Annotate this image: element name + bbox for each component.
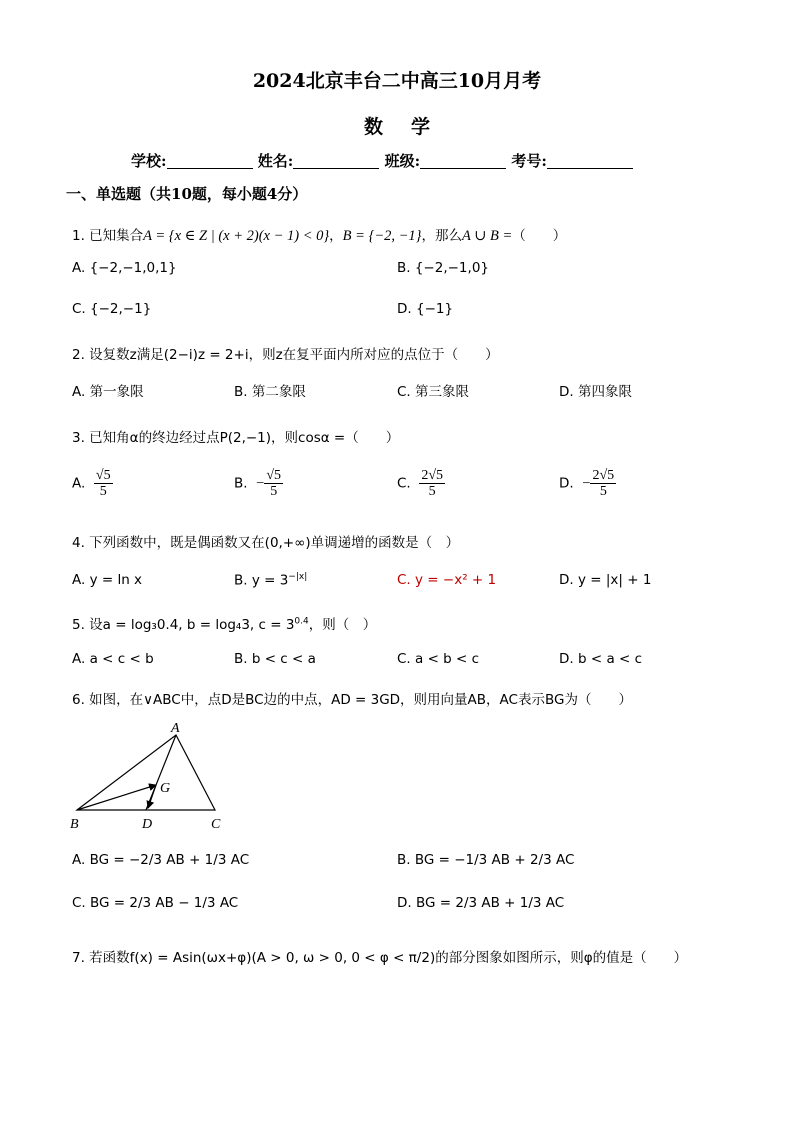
label-d: D — [142, 817, 153, 832]
q5-option-a[interactable]: A. a < c < b — [72, 651, 154, 667]
q2-option-a[interactable]: A. 第一象限 — [72, 384, 144, 400]
q1-set-b: B = {−2, −1} — [342, 228, 422, 244]
q1-stem-a: 1. 已知集合 — [72, 228, 144, 244]
q4-b-exponent: −|x| — [288, 572, 308, 582]
exam-no-field[interactable] — [547, 152, 633, 169]
subject-title: 数学 — [363, 116, 458, 138]
school-label: 学校: — [131, 152, 167, 170]
q3-d-fraction: $\frac{2√5}{5}$ — [592, 468, 615, 499]
question-1: 1. 已知集合A = {x ∈ Z | (x + 2)(x − 1) < 0}，B = {−2, −1}，那么A ∪ B =（ ） — [72, 228, 567, 244]
q5-option-b[interactable]: B. b < c < a — [234, 651, 316, 667]
triangle-abc — [77, 735, 215, 810]
q4-option-a[interactable]: A. y = ln x — [72, 572, 143, 588]
q1-option-b[interactable]: B. {−2,−1,0} — [397, 260, 489, 276]
vector-gd — [148, 785, 156, 808]
q6-option-b[interactable]: B. BG = −1/3 AB + 2/3 AC — [397, 852, 575, 868]
exam-no-label: 考号: — [511, 152, 547, 170]
label-g: G — [160, 781, 171, 796]
q1-union: A ∪ B = — [461, 228, 513, 244]
school-field[interactable] — [167, 152, 253, 169]
q4-option-c[interactable]: C. y = −x² + 1 — [397, 572, 497, 588]
q4-option-b[interactable]: B. $y = 3^{-|x|}$ — [234, 572, 308, 589]
triangle-figure — [66, 718, 236, 836]
q3-a-fraction: $\frac{√5}{5}$ — [95, 468, 111, 499]
question-6: 6. 如图，在∨ABC中，点D是BC边的中点，AD = 3GD，则用向量AB，AC表示BG为（ ） — [72, 692, 632, 708]
question-3: 3. 已知角α的终边经过点P(2,−1)，则cosα =（ ） — [72, 430, 400, 446]
exam-title: 2024北京丰台二中高三10月月考 — [252, 70, 542, 92]
q1-stem-b: ，那么 — [421, 228, 462, 244]
name-label: 姓名: — [257, 152, 294, 170]
q1-option-c[interactable]: C. {−2,−1} — [72, 301, 152, 317]
q6-option-c[interactable]: C. BG = 2/3 AB − 1/3 AC — [72, 895, 239, 911]
class-label: 班级: — [384, 152, 421, 170]
q3-b-fraction: $\frac{√5}{5}$ — [266, 468, 282, 499]
q3-option-c[interactable]: C. $\frac{2√5}{5}$ — [397, 468, 443, 499]
q5-exponent: 0.4 — [294, 616, 309, 627]
name-field[interactable] — [293, 152, 379, 169]
q4-option-d[interactable]: D. y = |x| + 1 — [559, 572, 652, 588]
q6-option-a[interactable]: A. BG = −2/3 AB + 1/3 AC — [72, 852, 250, 868]
label-b: B — [70, 817, 79, 832]
q3-option-d[interactable]: D. − $\frac{2√5}{5}$ — [559, 468, 615, 499]
q3-option-a[interactable]: A. $\frac{√5}{5}$ — [72, 468, 111, 499]
q3-c-fraction: $\frac{2√5}{5}$ — [421, 468, 443, 499]
q5-option-d[interactable]: D. b < a < c — [559, 651, 643, 667]
q1-set-a: A = {x ∈ Z | (x + 2)(x − 1) < 0} — [143, 228, 330, 244]
q1-option-a[interactable]: A. {−2,−1,0,1} — [72, 260, 177, 276]
q5-option-c[interactable]: C. a < b < c — [397, 651, 480, 667]
question-4: 4. 下列函数中，既是偶函数又在(0,+∞)单调递增的函数是（ ） — [72, 535, 460, 551]
q6-option-d[interactable]: D. BG = 2/3 AB + 1/3 AC — [397, 895, 565, 911]
class-field[interactable] — [420, 152, 506, 169]
label-c: C — [211, 817, 221, 832]
student-info-line — [131, 150, 633, 171]
vector-bg — [77, 785, 156, 810]
question-5: 5. 设a = log₃0.4, b = log₄3, $c = 3^{0.4}$，则（ ） — [72, 616, 377, 633]
q2-option-c[interactable]: C. 第三象限 — [397, 384, 470, 400]
question-7: 7. 若函数f(x) = Asin(ωx+φ)(A > 0, ω > 0, 0 < φ < π/2)的部分图象如图所示，则φ的值是（ ） — [72, 950, 688, 966]
q1-paren: （ ） — [512, 228, 567, 244]
q1-option-d[interactable]: D. {−1} — [397, 301, 454, 317]
q2-option-d[interactable]: D. 第四象限 — [559, 384, 632, 400]
question-2: 2. 设复数z满足(2−i)z = 2+i，则z在复平面内所对应的点位于（ ） — [72, 347, 499, 363]
q2-option-b[interactable]: B. 第二象限 — [234, 384, 306, 400]
label-a: A — [171, 721, 180, 736]
q3-option-b[interactable]: B. − $\frac{√5}{5}$ — [234, 468, 282, 499]
section-heading: 一、单选题（共10题，每小题4分） — [66, 185, 308, 203]
